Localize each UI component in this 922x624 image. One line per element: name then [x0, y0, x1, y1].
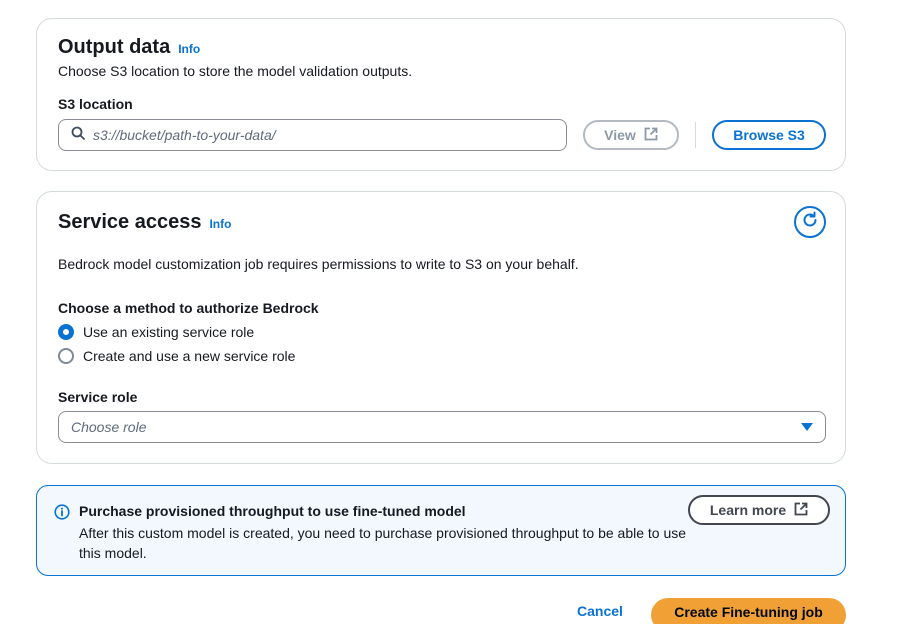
- output-data-card: [36, 18, 846, 171]
- output-data-info-link[interactable]: Info: [178, 42, 201, 56]
- radio-new-role-label: Create and use a new service role: [83, 348, 296, 364]
- radio-existing-role[interactable]: [58, 324, 254, 340]
- service-access-title: Service access: [58, 211, 202, 233]
- output-data-title: Output data: [58, 36, 171, 58]
- browse-s3-button[interactable]: [712, 120, 826, 150]
- caret-down-icon: [801, 423, 813, 431]
- service-access-description: Bedrock model customization job requires permissions to write to S3 on your behalf.: [58, 256, 579, 272]
- s3-location-input[interactable]: [58, 119, 567, 151]
- service-access-card: [36, 191, 846, 464]
- refresh-icon: [801, 211, 819, 234]
- service-access-info-link[interactable]: Info: [209, 217, 232, 231]
- alert-title: Purchase provisioned throughput to use fine-tuned model: [79, 503, 466, 519]
- authorize-method-label: Choose a method to authorize Bedrock: [58, 300, 319, 316]
- browse-s3-label: Browse S3: [733, 127, 805, 143]
- radio-existing-role-label: Use an existing service role: [83, 324, 255, 340]
- refresh-button[interactable]: [794, 206, 826, 238]
- learn-more-label: Learn more: [709, 502, 787, 518]
- service-access-header: [58, 211, 231, 234]
- search-icon: [71, 126, 85, 145]
- external-link-icon: [644, 127, 658, 144]
- view-button[interactable]: [583, 120, 679, 150]
- output-data-description: Choose S3 location to store the model validation outputs.: [58, 63, 413, 79]
- service-role-label: Service role: [58, 389, 138, 405]
- create-fine-tuning-job-label: Create Fine-tuning job: [674, 604, 823, 620]
- provisioned-throughput-alert: [36, 485, 846, 576]
- output-data-header: [58, 36, 200, 59]
- button-divider: [695, 122, 696, 148]
- alert-body: After this custom model is created, you need to purchase provisioned throughput to be able to use this model.: [79, 525, 687, 561]
- radio-existing-role-indicator[interactable]: [58, 324, 74, 340]
- s3-location-placeholder: s3://bucket/path-to-your-data/: [93, 127, 276, 143]
- info-circle-icon: [54, 504, 70, 525]
- create-fine-tuning-job-button[interactable]: [651, 598, 846, 624]
- radio-new-role[interactable]: [58, 348, 295, 364]
- service-role-select[interactable]: [58, 411, 826, 443]
- external-link-icon: [794, 502, 808, 519]
- s3-location-label: S3 location: [58, 96, 133, 112]
- view-button-label: View: [604, 127, 636, 143]
- service-role-placeholder: Choose role: [71, 419, 147, 435]
- radio-new-role-indicator[interactable]: [58, 348, 74, 364]
- cancel-button[interactable]: Cancel: [577, 603, 623, 619]
- learn-more-button[interactable]: [688, 495, 830, 525]
